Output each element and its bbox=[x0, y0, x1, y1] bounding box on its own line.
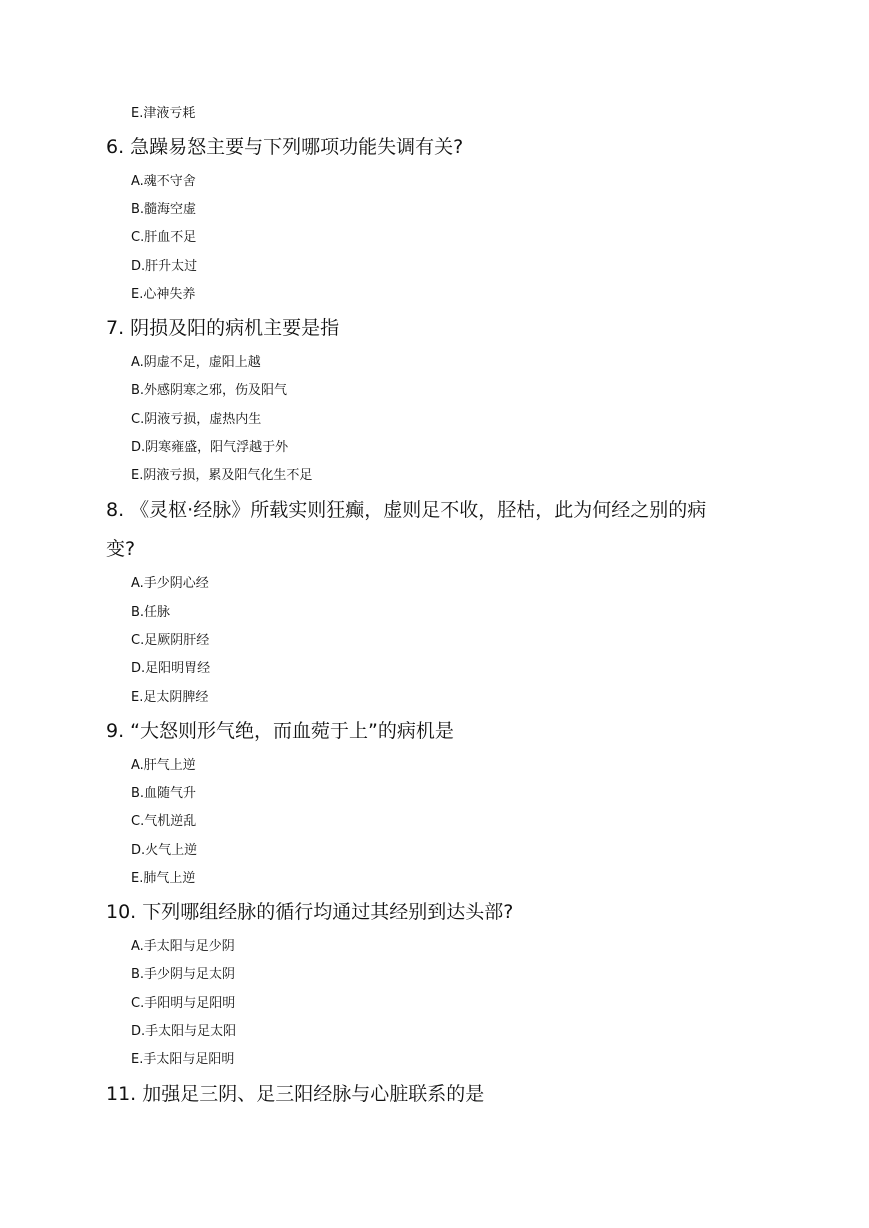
question-8-title-continued: 变? bbox=[106, 538, 136, 560]
option-line: E.津液亏耗 bbox=[131, 106, 196, 121]
option-line: D.手太阳与足太阳 bbox=[131, 1024, 237, 1039]
option-line: B.髓海空虚 bbox=[131, 202, 197, 217]
option-line: E.肺气上逆 bbox=[131, 871, 196, 886]
option-line: B.手少阴与足太阴 bbox=[131, 967, 236, 982]
option-line: C.手阳明与足阳明 bbox=[131, 996, 236, 1011]
option-line: C.气机逆乱 bbox=[131, 814, 197, 829]
option-line: A.手太阳与足少阴 bbox=[131, 939, 235, 954]
option-line: A.阴虚不足，虚阳上越 bbox=[131, 355, 261, 370]
option-line: D.肝升太过 bbox=[131, 259, 198, 274]
option-line: A.手少阴心经 bbox=[131, 576, 209, 591]
option-line: B.血随气升 bbox=[131, 786, 197, 801]
option-line: C.肝血不足 bbox=[131, 230, 197, 245]
option-line: E.心神失养 bbox=[131, 287, 196, 302]
option-line: C.足厥阴肝经 bbox=[131, 633, 210, 648]
option-line: E.手太阳与足阳明 bbox=[131, 1052, 235, 1067]
option-line: D.火气上逆 bbox=[131, 843, 198, 858]
question-7-title: 7. 阴损及阳的病机主要是指 bbox=[106, 317, 340, 339]
option-line: C.阴液亏损，虚热内生 bbox=[131, 412, 262, 427]
question-8-title: 8. 《灵枢·经脉》所载实则狂癫，虚则足不收，胫枯，此为何经之别的病 bbox=[106, 499, 707, 521]
option-line: E.足太阴脾经 bbox=[131, 690, 209, 705]
option-line: B.任脉 bbox=[131, 605, 171, 620]
option-line: A.肝气上逆 bbox=[131, 758, 196, 773]
option-line: D.阴寒雍盛，阳气浮越于外 bbox=[131, 440, 289, 455]
question-6-title: 6. 急躁易怒主要与下列哪项功能失调有关? bbox=[106, 136, 464, 158]
option-line: E.阴液亏损，累及阳气化生不足 bbox=[131, 468, 313, 483]
option-line: B.外感阴寒之邪，伤及阳气 bbox=[131, 383, 288, 398]
question-11-title: 11. 加强足三阴、足三阳经脉与心脏联系的是 bbox=[106, 1083, 485, 1105]
option-line: D.足阳明胃经 bbox=[131, 661, 211, 676]
question-9-title: 9. “大怒则形气绝，而血菀于上”的病机是 bbox=[106, 720, 454, 742]
question-10-title: 10. 下列哪组经脉的循行均通过其经别到达头部? bbox=[106, 901, 514, 923]
option-line: A.魂不守舍 bbox=[131, 174, 196, 189]
